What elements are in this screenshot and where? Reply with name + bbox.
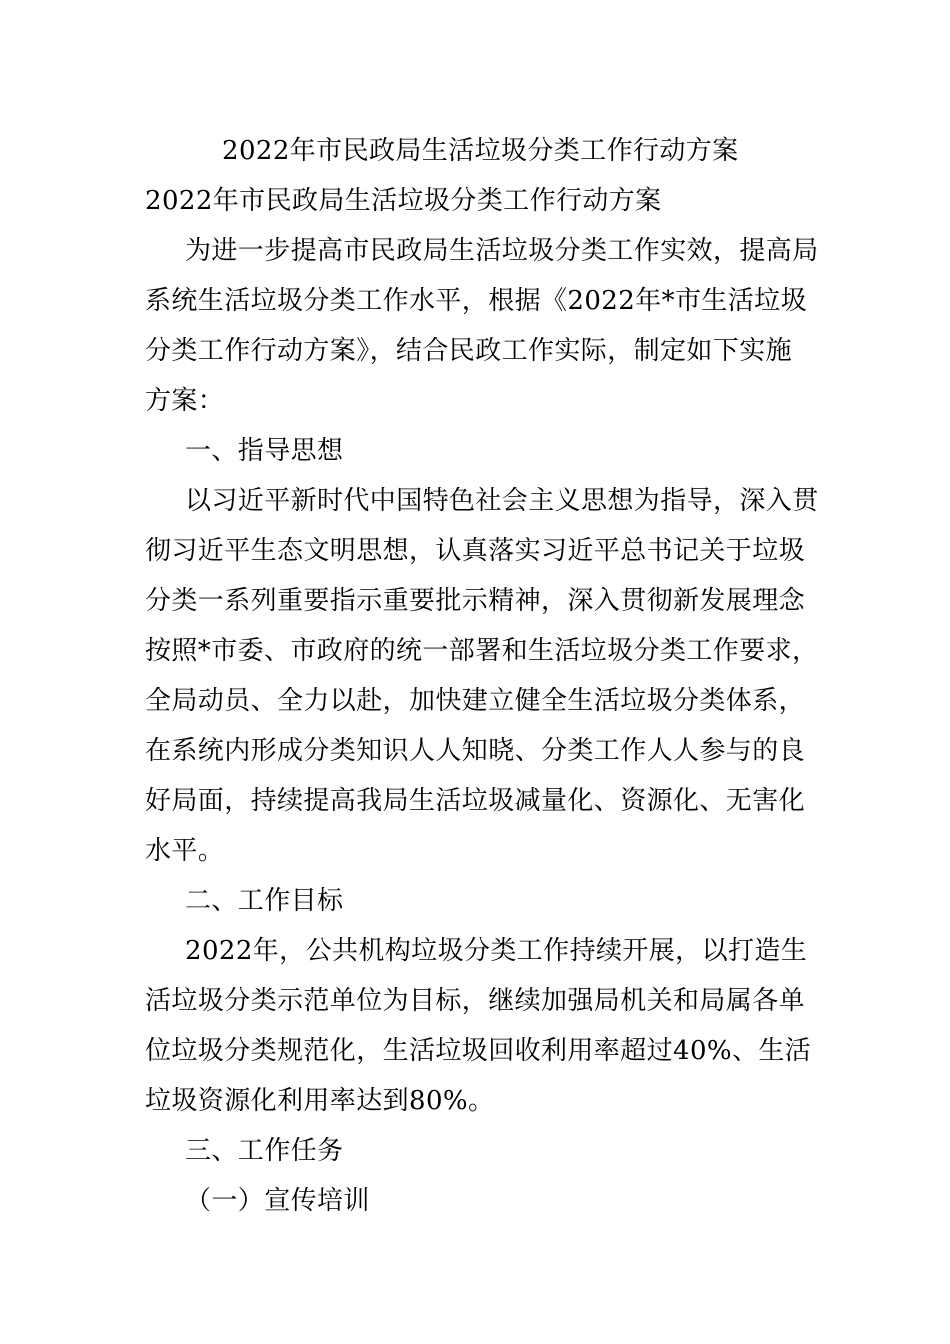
section2-line-1: 2022年，公共机构垃圾分类工作持续开展，以打造生: [185, 936, 808, 966]
document-subtitle: 2022年市民政局生活垃圾分类工作行动方案: [145, 186, 662, 216]
intro-line-4: 方案：: [145, 386, 225, 416]
section3-subheading: （一）宣传培训: [185, 1186, 370, 1216]
section1-line-7: 好局面，持续提高我局生活垃圾减量化、资源化、无害化: [145, 786, 806, 816]
section1-line-8: 水平。: [145, 836, 225, 866]
section1-line-3: 分类一系列重要指示重要批示精神，深入贯彻新发展理念: [145, 586, 806, 616]
section2-heading: 二、工作目标: [185, 886, 344, 916]
section1-line-6: 在系统内形成分类知识人人知晓、分类工作人人参与的良: [145, 736, 806, 766]
section1-line-5: 全局动员、全力以赴，加快建立健全生活垃圾分类体系，: [145, 686, 806, 716]
document-title: 2022年市民政局生活垃圾分类工作行动方案: [222, 136, 739, 166]
section2-line-3: 位垃圾分类规范化，生活垃圾回收利用率超过40%、生活: [145, 1036, 812, 1066]
intro-line-2: 系统生活垃圾分类工作水平，根据《2022年*市生活垃圾: [145, 286, 807, 316]
section1-line-2: 彻习近平生态文明思想，认真落实习近平总书记关于垃圾: [145, 536, 806, 566]
section2-line-2: 活垃圾分类示范单位为目标，继续加强局机关和局属各单: [145, 986, 806, 1016]
section3-heading: 三、工作任务: [185, 1136, 344, 1166]
intro-line-1: 为进一步提高市民政局生活垃圾分类工作实效，提高局: [185, 236, 819, 266]
section1-line-1: 以习近平新时代中国特色社会主义思想为指导，深入贯: [185, 486, 819, 516]
intro-line-3: 分类工作行动方案》，结合民政工作实际，制定如下实施: [145, 336, 793, 366]
section1-heading: 一、指导思想: [185, 436, 344, 466]
section1-line-4: 按照*市委、市政府的统一部署和生活垃圾分类工作要求，: [145, 636, 819, 666]
section2-line-4: 垃圾资源化利用率达到80%。: [145, 1086, 495, 1116]
